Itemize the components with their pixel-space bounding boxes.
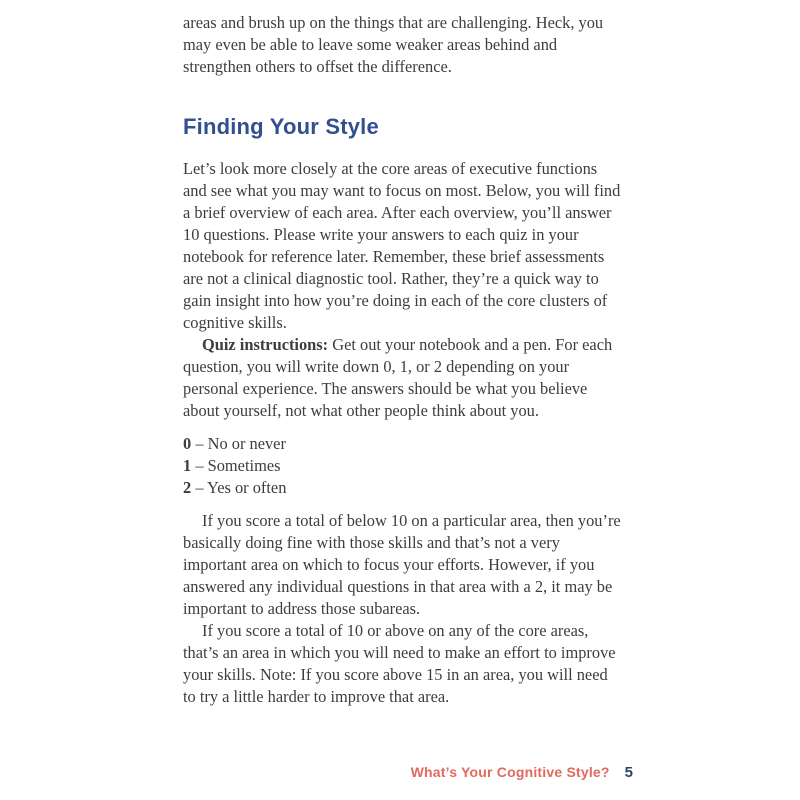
score-value: 2 — [183, 478, 192, 497]
paragraph-intro-continuation: areas and brush up on the things that are challenging. Heck, you may even be able to leave some weaker areas behind and strengthen others to offset the difference. — [183, 13, 604, 76]
page-footer — [411, 764, 633, 781]
quiz-instructions-text: Get out your notebook and a pen. For each question, you will write down 0, 1, or 2 depending on your personal experience. The answers should be what you believe about yourself, not what other people think about you. — [183, 335, 613, 420]
list-item — [183, 433, 623, 455]
running-title: What’s Your Cognitive Style? — [410, 764, 610, 780]
score-label: No or never — [207, 434, 286, 453]
text-column — [183, 12, 623, 708]
list-item — [183, 455, 623, 477]
page-number: 5 — [624, 764, 633, 781]
paragraph-quiz-instructions — [183, 334, 623, 422]
score-label: Sometimes — [207, 456, 281, 475]
paragraph-overview: Let’s look more closely at the core areas of executive functions and see what you may want to focus on most. Below, you will find a brief overview of each area. After each overview, you’ll answer 10 questions. Please write your answers to each quiz in your notebook for reference later. Remember, these brief assessments are not a clinical diagnostic tool. Rather, they’re a quick way to gain insight into how you’re doing in each of the core clusters of cognitive skills. — [183, 159, 621, 332]
score-value: 1 — [183, 456, 192, 475]
score-key-list — [183, 433, 623, 499]
paragraph-above-ten: If you score a total of 10 or above on any of the core areas, that’s an area in which you will need to make an effort to improve your skills. Note: If you score above 15 in an area, you will need to try a little harder to improve that area. — [183, 621, 616, 706]
score-separator: – — [195, 478, 204, 497]
quiz-instructions-lead: Quiz instructions: — [202, 335, 329, 354]
paragraph-below-ten: If you score a total of below 10 on a particular area, then you’re basically doing fine with those skills and that’s not a very important area on which to focus your efforts. However, if you answered any individual questions in that area with a 2, it may be important to address those subareas. — [183, 511, 621, 618]
score-separator: – — [195, 456, 204, 475]
section-heading: Finding Your Style — [183, 114, 379, 139]
list-item — [183, 477, 623, 499]
score-label: Yes or often — [207, 478, 287, 497]
score-separator: – — [195, 434, 204, 453]
score-value: 0 — [183, 434, 192, 453]
